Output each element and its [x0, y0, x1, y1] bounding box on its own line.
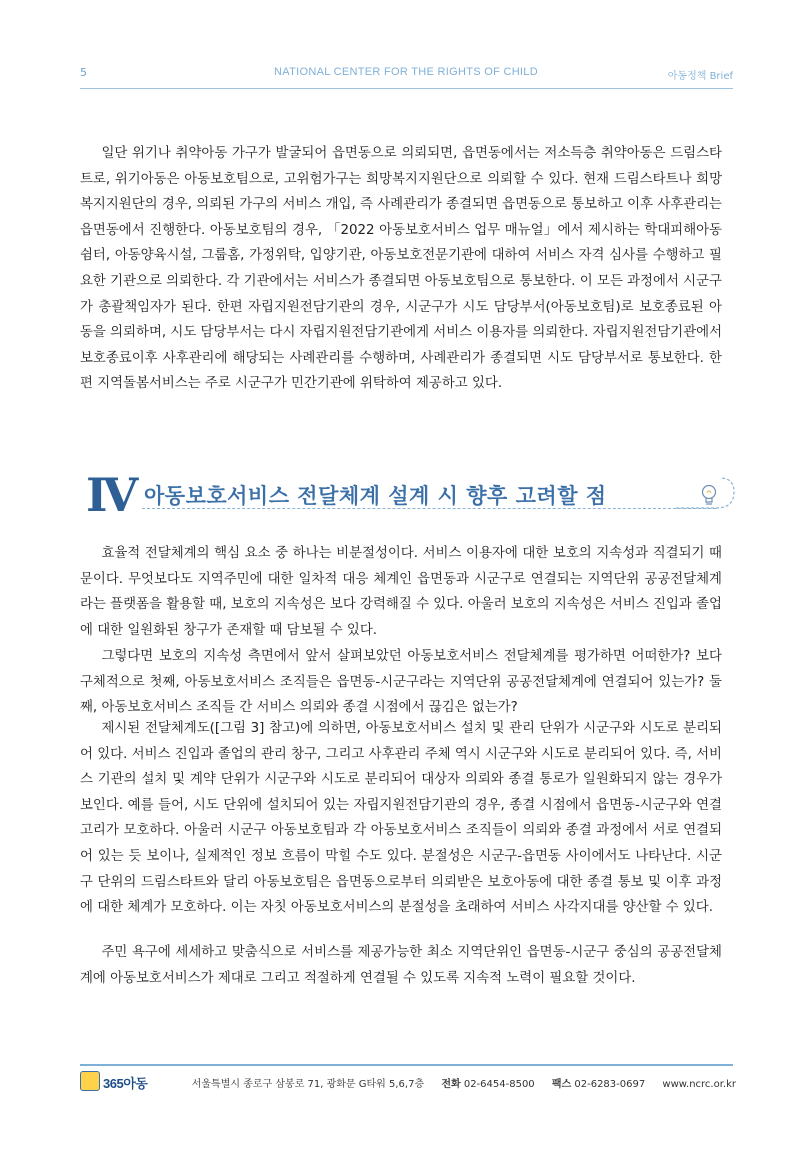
footer-divider [80, 1064, 733, 1066]
header-brief-label: 아동정책 Brief [667, 71, 733, 82]
footer-phone-label: 전화 [441, 1079, 461, 1090]
footer-fax-label: 팩스 [551, 1079, 572, 1090]
section-numeral: Ⅳ [86, 468, 137, 522]
body-paragraph-4: 제시된 전달체계도([그림 3] 참고)에 의하면, 아동보호서비스 설치 및 관리 단위가 시군구와 시도로 분리되어 있다. 서비스 진입과 졸업의 관리 창구, 그리고 사후관리 주체 역시 시군구와 시도로 분리되어 있다. 즉, 서비스 기관의 설치 및 계약 단위가 시군구와 시도로 분리되어 대상자 의뢰와 종결 통로가 일원화되지 않는 경우가 보인다. 예를 들어, 시도 단위에 설치되어 있는 자립지원전담기관의 경우, 종결 시점에서 읍면동-시군구와 연결고리가 모호하다. 아울러 시군구 아동보호팀과 각 아동보호서비스 조직들이 의뢰와 종결 과정에서 서로 연결되어 있는 듯 보이나, 실제적인 정보 흐름이 막힐 수도 있다. 분절성은 시군구-읍면동 사이에서도 나타난다. 시군구 단위의 드림스타트와 달리 아동보호팀은 읍면동으로부터 의뢰받은 보호아동에 대한 종결 통보 및 이후 과정에 대한 체계가 모호하다. 이는 자칫 아동보호서비스의 분절성을 초래하여 서비스 사각지대를 양산할 수 있다. [80, 721, 722, 916]
page-header [0, 0, 812, 100]
header-title: NATIONAL CENTER FOR THE RIGHTS OF CHILD [274, 66, 538, 78]
section-underline [142, 508, 716, 509]
body-paragraph-3: 그렇다면 보호의 지속성 측면에서 앞서 살펴보았던 아동보호서비스 전달체계를 평가하면 어떠한가? 보다 구체적으로 첫째, 아동보호서비스 조직들은 읍면동-시군구라는 지역단위 공공전달체계에 연결되어 있는가? 둘째, 아동보호서비스 조직들 간 서비스 의뢰와 종결 시점에서 끊김은 없는가? [80, 649, 722, 716]
footer-address: 서울특별시 종로구 삼봉로 71, 광화문 G타워 5,6,7층 [191, 1079, 425, 1090]
footer-phone: 02-6454-8500 [463, 1079, 535, 1090]
footer-logo [80, 1071, 170, 1093]
lightbulb-icon [700, 484, 718, 508]
page-footer [80, 1071, 736, 1091]
footer-contact [178, 1075, 736, 1090]
header-divider [80, 88, 733, 89]
body-paragraph-1: 일단 위기나 취약아동 가구가 발굴되어 읍면동으로 의뢰되면, 읍면동에서는 저소득층 취약아동은 드림스타트로, 위기아동은 아동보호팀으로, 고위험가구는 희망복지지원단으로 의뢰할 수 있다. 현재 드림스타트나 희망복지지원단의 경우, 의뢰된 가구의 서비스 개입, 즉 사례관리가 종결되면 읍면동으로 통보하고 이후 사후관리는 읍면동에서 진행한다. 아동보호팀의 경우, 「2022 아동보호서비스 업무 매뉴얼」에서 제시하는 학대피해아동쉼터, 아동양육시설, 그룹홈, 가정위탁, 입양기관, 아동보호전문기관에 대하여 서비스 자격 심사를 수행하고 필요한 기관으로 의뢰한다. 각 기관에서는 서비스가 종결되면 아동보호팀으로 통보한다. 이 모든 과정에서 시군구가 총괄책임자가 된다. 한편 자립지원전담기관의 경우, 시군구가 시도 담당부서(아동보호팀)로 보호종료된 아동을 의뢰하며, 시도 담당부서는 다시 자립지원전담기관에게 서비스 이용자를 의뢰한다. 자립지원전담기관에서 보호종료이후 사후관리에 해당되는 사례관리를 수행하며, 사례관리가 종결되면 시도 담당부서로 통보한다. 한편 지역돌봄서비스는 주로 시군구가 민간기관에 위탁하여 제공하고 있다. [80, 146, 722, 392]
body-paragraph-5: 주민 욕구에 세세하고 맞춤식으로 서비스를 제공가능한 최소 지역단위인 읍면동-시군구 중심의 공공전달체계에 아동보호서비스가 제대로 그리고 적절하게 연결될 수 있도록 지속적 노력이 필요할 것이다. [80, 945, 722, 986]
page-number: 5 [80, 66, 87, 79]
footer-website-link[interactable]: www.ncrc.or.kr [662, 1079, 736, 1090]
section-title: 아동보호서비스 전달체계 설계 시 향후 고려할 점 [144, 484, 607, 508]
section-heading [80, 468, 736, 524]
logo-text: 365아동 [103, 1076, 148, 1091]
logo-mark-icon [80, 1071, 100, 1091]
footer-fax: 02-6283-0697 [574, 1079, 646, 1090]
body-paragraph-2: 효율적 전달체계의 핵심 요소 중 하나는 비분절성이다. 서비스 이용자에 대한 보호의 지속성과 직결되기 때문이다. 무엇보다도 지역주민에 대한 일차적 대응 체계인 읍면동과 시군구로 연결되는 지역단위 공공전달체계라는 플랫폼을 활용할 때, 보호의 지속성은 보다 강력해질 수 있다. 아울러 보호의 지속성은 서비스 진입과 졸업에 대한 일원화된 창구가 존재할 때 담보될 수 있다. [80, 546, 722, 638]
